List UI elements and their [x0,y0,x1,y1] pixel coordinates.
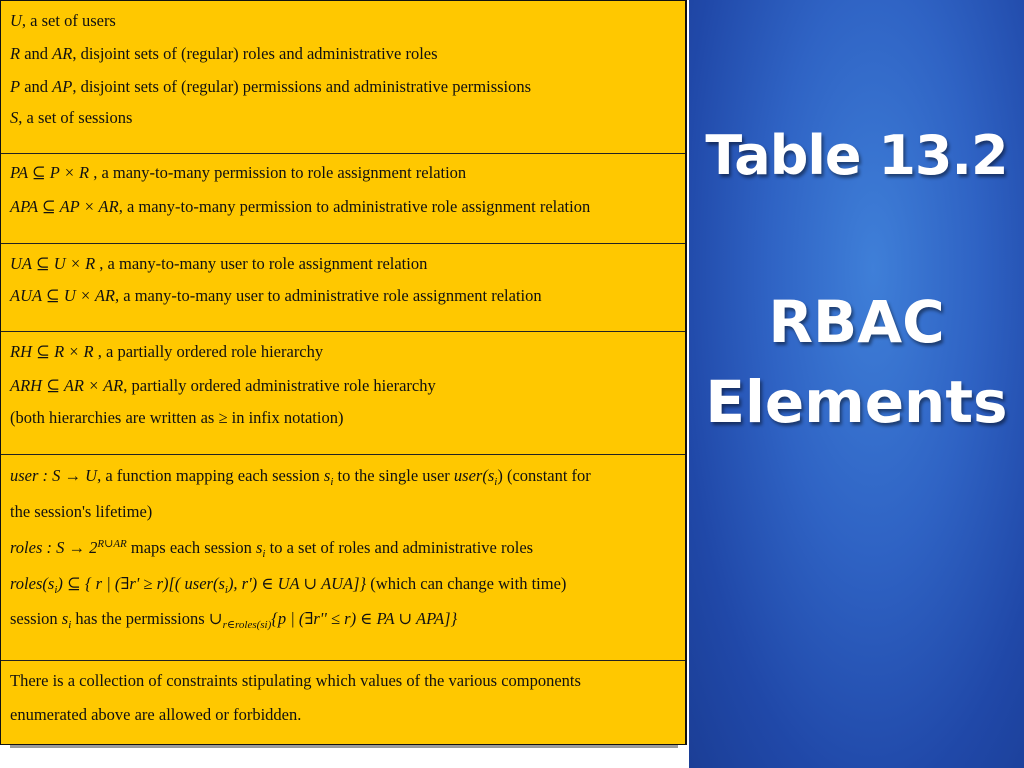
table-row-session-functions [1,455,685,661]
slide-subtitle-line1: RBAC [768,288,945,356]
row-line: session $s_i$ has the permissions $\cup_{r\in roles(si)}\{p$ | (∃r'' ≤ r) ∈ PA ∪ APA]} [10,609,458,631]
table-row-sets [1,1,685,154]
row-line: the session's lifetime) [10,502,153,521]
row-line: UA ⊆ U × R , a many-to-many user to role assignment relation [10,254,428,273]
row-line: AUA ⊆ U × AR, a many-to-many user to administrative role assignment relation [10,286,542,305]
table-shadow-strip [10,745,678,748]
row-line: U, a set of users [10,11,116,30]
row-line: P and AP, disjoint sets of (regular) permissions and administrative permissions [10,77,532,96]
slide-title: Table 13.2 [705,124,1008,187]
table-row-constraints [1,661,685,745]
row-line: PA ⊆ P × R , a many-to-many permission to role assignment relation [10,163,467,182]
row-line: enumerated above are allowed or forbidden. [10,705,302,724]
table-row-user-assignment [1,244,685,332]
title-panel [689,0,1024,768]
row-line: There is a collection of constraints stipulating which values of the various components [10,671,581,690]
row-line: ARH ⊆ AR × AR, partially ordered administrative role hierarchy [10,376,436,395]
row-line: $roles(s_i)$ ⊆ { r | (∃r' ≥ r)[( $user(s_i)$, r') ∈ UA ∪ AUA]} (which can change with time) [10,574,567,596]
slide-subtitle-line2: Elements [705,368,1008,436]
row-line: user : S → U, a function mapping each session $s_i$ to the single user $user(s_i)$ (constant for [10,466,591,488]
row-line: R and AR, disjoint sets of (regular) roles and administrative roles [10,44,438,63]
row-line: roles : $S \to 2^{R\cup AR}$ maps each session $s_i$ to a set of roles and administrative roles [10,538,534,560]
row-line: RH ⊆ R × R , a partially ordered role hierarchy [10,342,324,361]
row-line: APA ⊆ AP × AR, a many-to-many permission to administrative role assignment relation [10,197,591,216]
table-row-role-hierarchy [1,332,685,455]
row-line: S, a set of sessions [10,108,133,127]
row-line: (both hierarchies are written as ≥ in infix notation) [10,408,344,427]
table-row-permission-assignment [1,154,685,244]
